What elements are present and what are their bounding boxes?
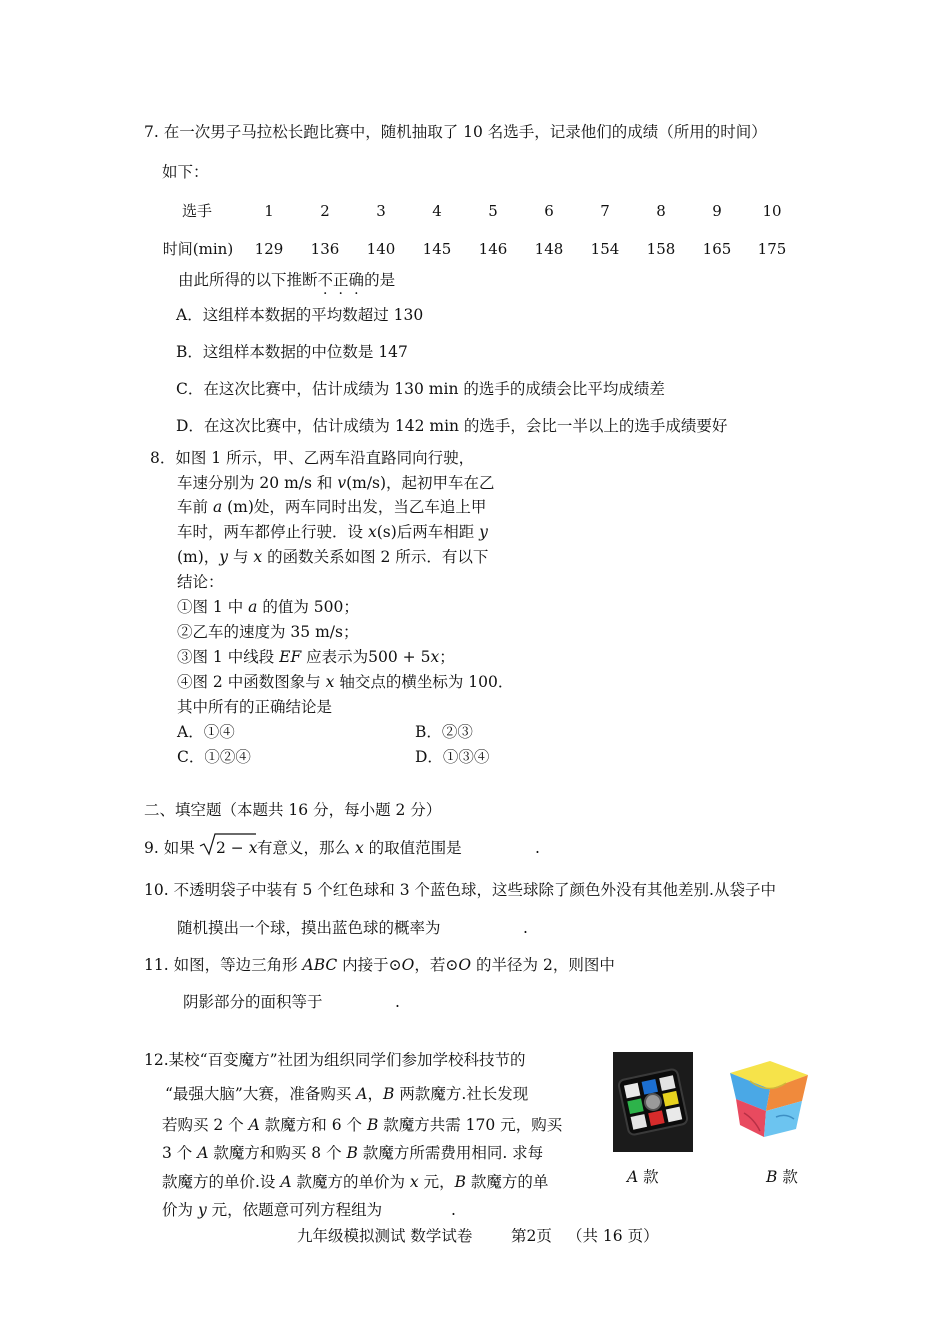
table-cell: 1 (264, 202, 274, 220)
table-cell: 8 (656, 202, 666, 220)
q8-option-d: D．①③④ (415, 748, 490, 766)
q8-conclusion-3: ③图 1 中线段 EF 应表示为500 + 5x； (177, 648, 455, 666)
q8-line-3: 车前 a (m)处，两车同时出发，当乙车追上甲 (177, 498, 487, 516)
q8-conclusion-2: ②乙车的速度为 35 m/s； (177, 623, 359, 641)
q7-question: 由此所得的以下推断不正确的是 (178, 271, 396, 289)
q8-conclusion-4: ④图 2 中函数图象与 x 轴交点的横坐标为 100． (177, 673, 514, 691)
table-cell: 146 (478, 240, 508, 258)
q8-line-1: 8．如图 1 所示，甲、乙两车沿直路同向行驶， (150, 449, 475, 467)
table-cell: 154 (590, 240, 620, 258)
table-cell: 136 (310, 240, 340, 258)
q12-line-4: 3 个 A 款魔方和购买 8 个 B 款魔方所需费用相同. 求每 (162, 1144, 544, 1162)
q8-option-c: C．①②④ (177, 748, 251, 766)
table-cell: 6 (544, 202, 554, 220)
table-cell: 165 (702, 240, 732, 258)
table-cell: 3 (376, 202, 386, 220)
q7-option-d: D．在这次比赛中，估计成绩为 142 min 的选手，会比一半以上的选手成绩要好 (176, 417, 728, 435)
table-row1-header: 选手 (181, 202, 212, 220)
q12-line-3: 若购买 2 个 A 款魔方和 6 个 B 款魔方共需 170 元，购买 (162, 1116, 563, 1134)
q11-end: . (395, 993, 400, 1011)
q7-option-a: A．这组样本数据的平均数超过 130 (176, 306, 424, 324)
q12-line-2: “最强大脑”大赛，准备购买 A，B 两款魔方.社长发现 (165, 1085, 529, 1103)
q8-question: 其中所有的正确结论是 (177, 698, 333, 716)
table-cell: 4 (432, 202, 442, 220)
q8-line-4: 车时，两车都停止行驶．设 x(s)后两车相距 y (177, 523, 488, 541)
table-cell: 129 (254, 240, 284, 258)
q9-end: . (535, 839, 540, 857)
footer-exam-title: 九年级模拟测试 数学试卷 (297, 1227, 473, 1245)
table-cell: 7 (600, 202, 610, 220)
q10-line-1: 10. 不透明袋子中装有 5 个红色球和 3 个蓝色球，这些球除了颜色外没有其他差别.从袋子中 (144, 881, 776, 899)
q8-line-6: 结论： (177, 573, 224, 591)
q8-line-2: 车速分别为 20 m/s 和 v(m/s)，起初甲车在乙 (177, 474, 495, 492)
table-cell: 148 (534, 240, 564, 258)
q8-line-5: (m)，y 与 x 的函数关系如图 2 所示．有以下 (177, 548, 489, 566)
table-cell: 9 (712, 202, 722, 220)
q8-option-b: B．②③ (415, 723, 473, 741)
q7-option-b: B．这组样本数据的中位数是 147 (176, 343, 408, 361)
q12-end: . (451, 1201, 456, 1219)
q8-option-a: A．①④ (177, 723, 235, 741)
q8-conclusion-1: ①图 1 中 a 的值为 500； (177, 598, 359, 616)
q12-line-5: 款魔方的单价.设 A 款魔方的单价为 x 元，B 款魔方的单 (162, 1173, 549, 1191)
q9-line-rest: 有意义，那么 x 的取值范围是 (257, 839, 462, 857)
q7-stem-2: 如下： (162, 163, 209, 181)
q7-stem: 7. 在一次男子马拉松长跑比赛中，随机抽取了 10 名选手，记录他们的成绩（所用的时间） (144, 123, 767, 141)
cube-a-caption: A 款 (627, 1168, 659, 1186)
cube-a-image (613, 1052, 693, 1152)
table-cell: 158 (646, 240, 676, 258)
q10-end: . (523, 919, 528, 937)
q12-line-1: 12.某校“百变魔方”社团为组织同学们参加学校科技节的 (144, 1051, 526, 1069)
footer-total-pages: （共 16 页） (567, 1227, 659, 1245)
table-cell: 145 (422, 240, 452, 258)
table-cell: 140 (366, 240, 396, 258)
q9-radicand: 2 − x (216, 839, 258, 857)
table-cell: 5 (488, 202, 498, 220)
table-cell: 10 (762, 202, 782, 220)
table-row2-header: 时间(min) (162, 240, 234, 258)
cube-b-caption: B 款 (766, 1168, 798, 1186)
section-heading: 二、填空题（本题共 16 分，每小题 2 分） (144, 801, 442, 819)
q12-line-6: 价为 y 元，依题意可列方程组为 (162, 1201, 383, 1219)
table-cell: 175 (757, 240, 787, 258)
q10-line-2: 随机摸出一个球，摸出蓝色球的概率为 (177, 919, 441, 937)
q9-line: 9. 如果 (144, 839, 195, 857)
q11-line-2: 阴影部分的面积等于 (183, 993, 323, 1011)
q11-line-1: 11. 如图，等边三角形 ABC 内接于⊙O，若⊙O 的半径为 2，则图中 (144, 956, 615, 974)
table-cell: 2 (320, 202, 330, 220)
cube-b-image (720, 1055, 818, 1147)
footer-page-number: 第2页 (511, 1227, 552, 1245)
q7-option-c: C．在这次比赛中，估计成绩为 130 min 的选手的成绩会比平均成绩差 (176, 380, 665, 398)
